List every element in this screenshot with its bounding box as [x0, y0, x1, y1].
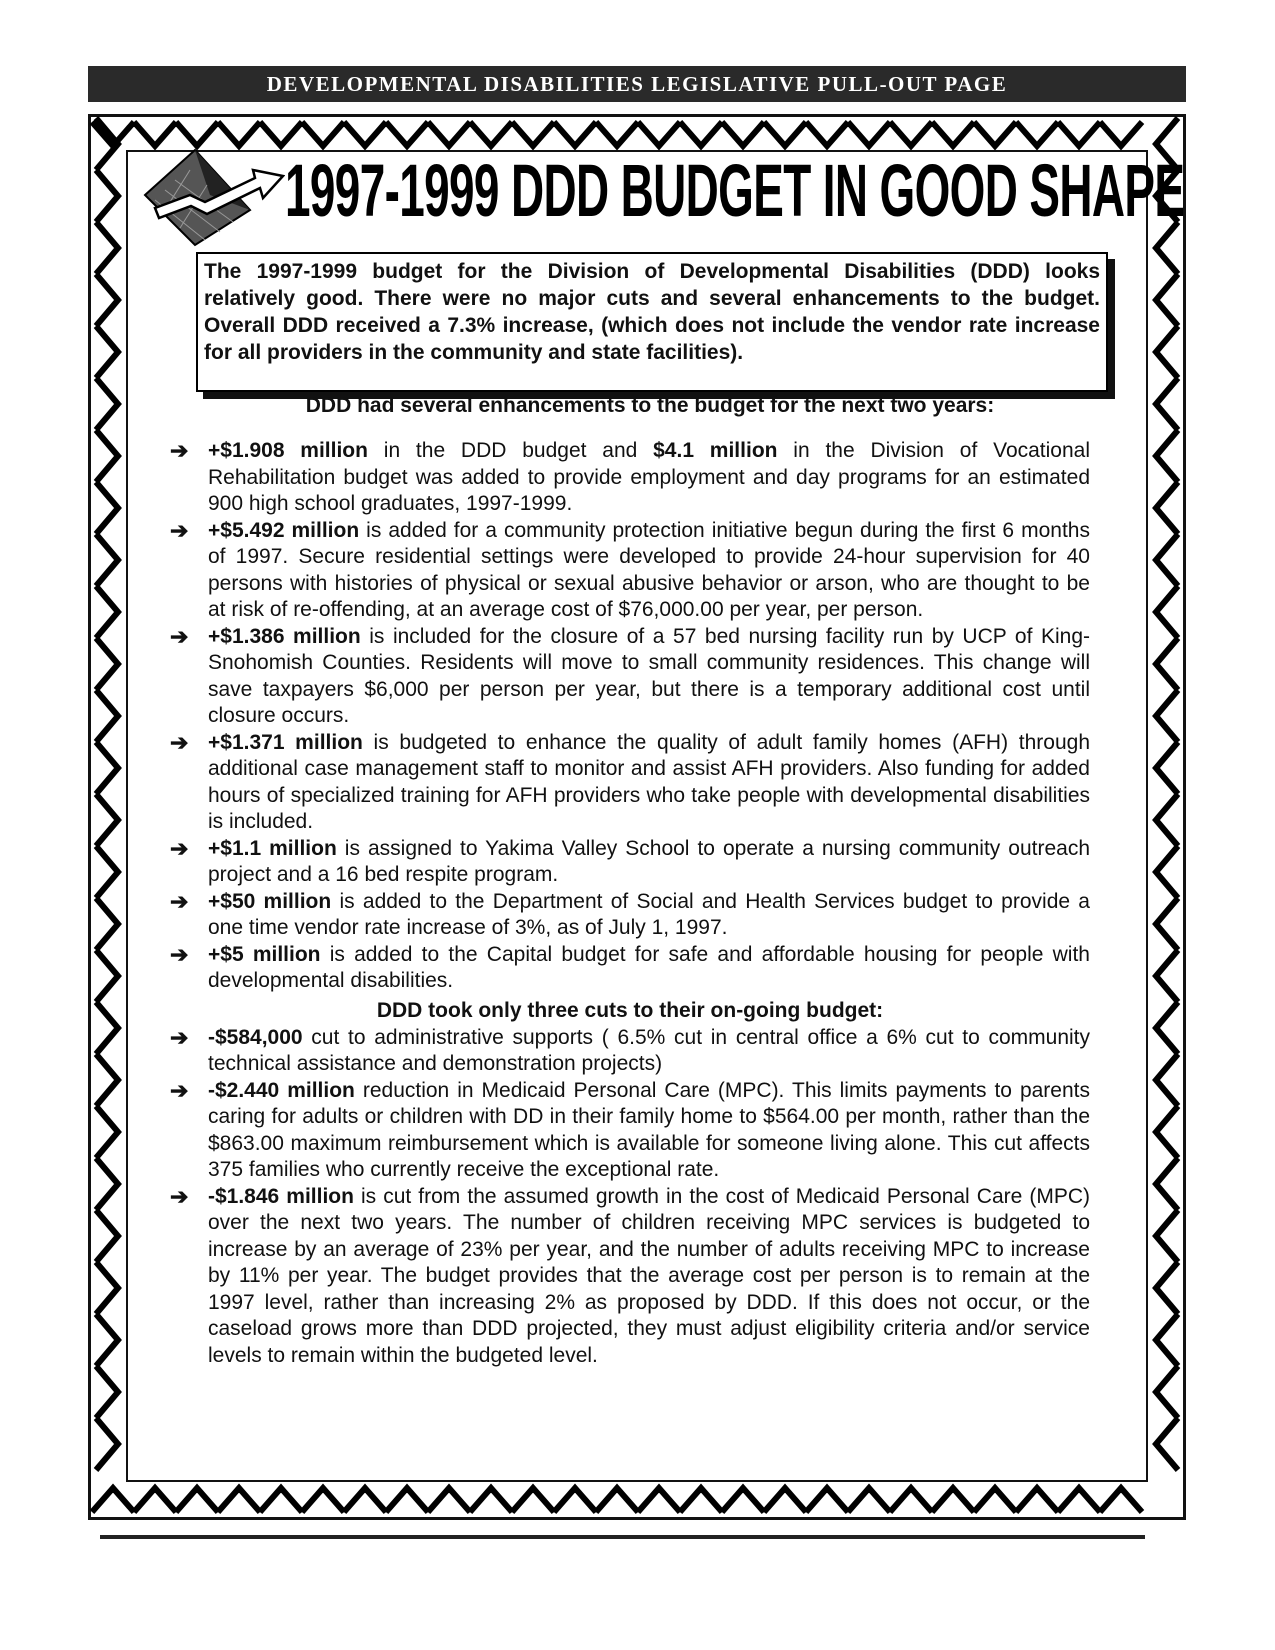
list-item: ➔ +$5 million is added to the Capital budget for safe and affordable housing for people with developmental disabilities. [170, 941, 1090, 992]
list-item: ➔ +$5.492 million is added for a community protection initiative begun during the first 6 months of 1997. Secure residential settings were developed to provide 24-hour supervision for 40 persons with histories of physical or sexual abusive behavior or arson, who are thought to be at risk of re-offending, at an average cost of $76,000.00 per year, per person. [170, 517, 1090, 621]
list-item: ➔ -$584,000 cut to administrative supports ( 6.5% cut in central office a 6% cut to community technical assistance and demonstration projects) [170, 1024, 1090, 1075]
zigzag-border-right [1148, 118, 1182, 1516]
zigzag-pattern [92, 1488, 1142, 1512]
list-item: ➔ +$1.386 million is included for the closure of a 57 bed nursing facility run by UCP of King-Snohomish Counties. Residents will move to small community residences. This change will save taxpayers $6,000 per person per year, but there is a temporary additional cost until closure occurs. [170, 623, 1090, 727]
zigzag-border-left [92, 118, 126, 1516]
zigzag-pattern [96, 118, 118, 1470]
arrow-right-icon: ➔ [170, 517, 189, 543]
arrow-right-icon: ➔ [170, 729, 189, 755]
intro-summary-box: The 1997-1999 budget for the Division of Developmental Disabilities (DDD) looks relatively good. There were no major cuts and several enhancements to the budget. Overall DDD received a 7.3% increase, (which does not include the vendor rate increase for all providers in the community and state facilities). [196, 252, 1108, 392]
arrow-right-icon: ➔ [170, 835, 189, 861]
zigzag-pattern [1156, 118, 1178, 1470]
arrow-right-icon: ➔ [170, 623, 189, 649]
arrow-right-icon: ➔ [170, 1077, 189, 1103]
header-banner: DEVELOPMENTAL DISABILITIES LEGISLATIVE PULL-OUT PAGE [88, 66, 1186, 102]
pyramid-arrow-logo [135, 140, 285, 250]
cuts-heading: DDD took only three cuts to their on-going budget: [376, 998, 884, 1022]
arrow-right-icon: ➔ [170, 438, 189, 463]
arrow-right-icon: ➔ [170, 941, 189, 967]
bottom-rule [100, 1535, 1145, 1539]
enhancements-heading: DDD had several enhancements to the budget for the next two years: [305, 394, 995, 417]
list-item: ➔ +$1.908 million in the DDD budget and $4.1 million in the Division of Vocational Rehabilitation budget was added to provide employment and day programs for an estimated 900 high school graduates, 1997-1999. [170, 438, 1091, 515]
zigzag-border-bottom [92, 1482, 1182, 1516]
list-item: ➔ -$2.440 million reduction in Medicaid Personal Care (MPC). This limits payments to parents caring for adults or children with DD in their family home to $564.00 per month, rather than the $863.00 maximum reimbursement which is available for someone living alone. This cut affects 375 families who currently receive the exceptional rate. [170, 1077, 1090, 1181]
list-item: ➔ +$1.1 million is assigned to Yakima Valley School to operate a nursing community outreach project and a 16 bed respite program. [170, 835, 1091, 886]
budget-items-list [170, 438, 1090, 1369]
list-item: ➔ +$50 million is added to the Department of Social and Health Services budget to provide a one time vendor rate increase of 3%, as of July 1, 1997. [170, 888, 1090, 939]
list-item: ➔ +$1.371 million is budgeted to enhance the quality of adult family homes (AFH) through additional case management staff to monitor and assist AFH providers. Also funding for added hours of specialized training for AFH providers who take people with developmental disabilities is included. [170, 729, 1090, 833]
arrow-right-icon: ➔ [170, 1183, 189, 1209]
arrow-right-icon: ➔ [170, 888, 189, 914]
list-item: ➔ -$1.846 million is cut from the assumed growth in the cost of Medicaid Personal Care (MPC) over the next two years. The number of children receiving MPC services is budgeted to increase by an average of 23% per year, and the number of adults receiving MPC to increase by 11% per year. The budget provides that the average cost per person is to remain at the 1997 level, rather than increasing 2% as proposed by DDD. If this does not occur, or the caseload grows more than DDD projected, they must adjust eligibility criteria and/or service levels to remain within the budgeted level. [170, 1183, 1090, 1367]
page-title: 1997-1999 DDD BUDGET IN GOOD SHAPE [285, 149, 1185, 232]
arrow-right-icon: ➔ [170, 1024, 189, 1050]
